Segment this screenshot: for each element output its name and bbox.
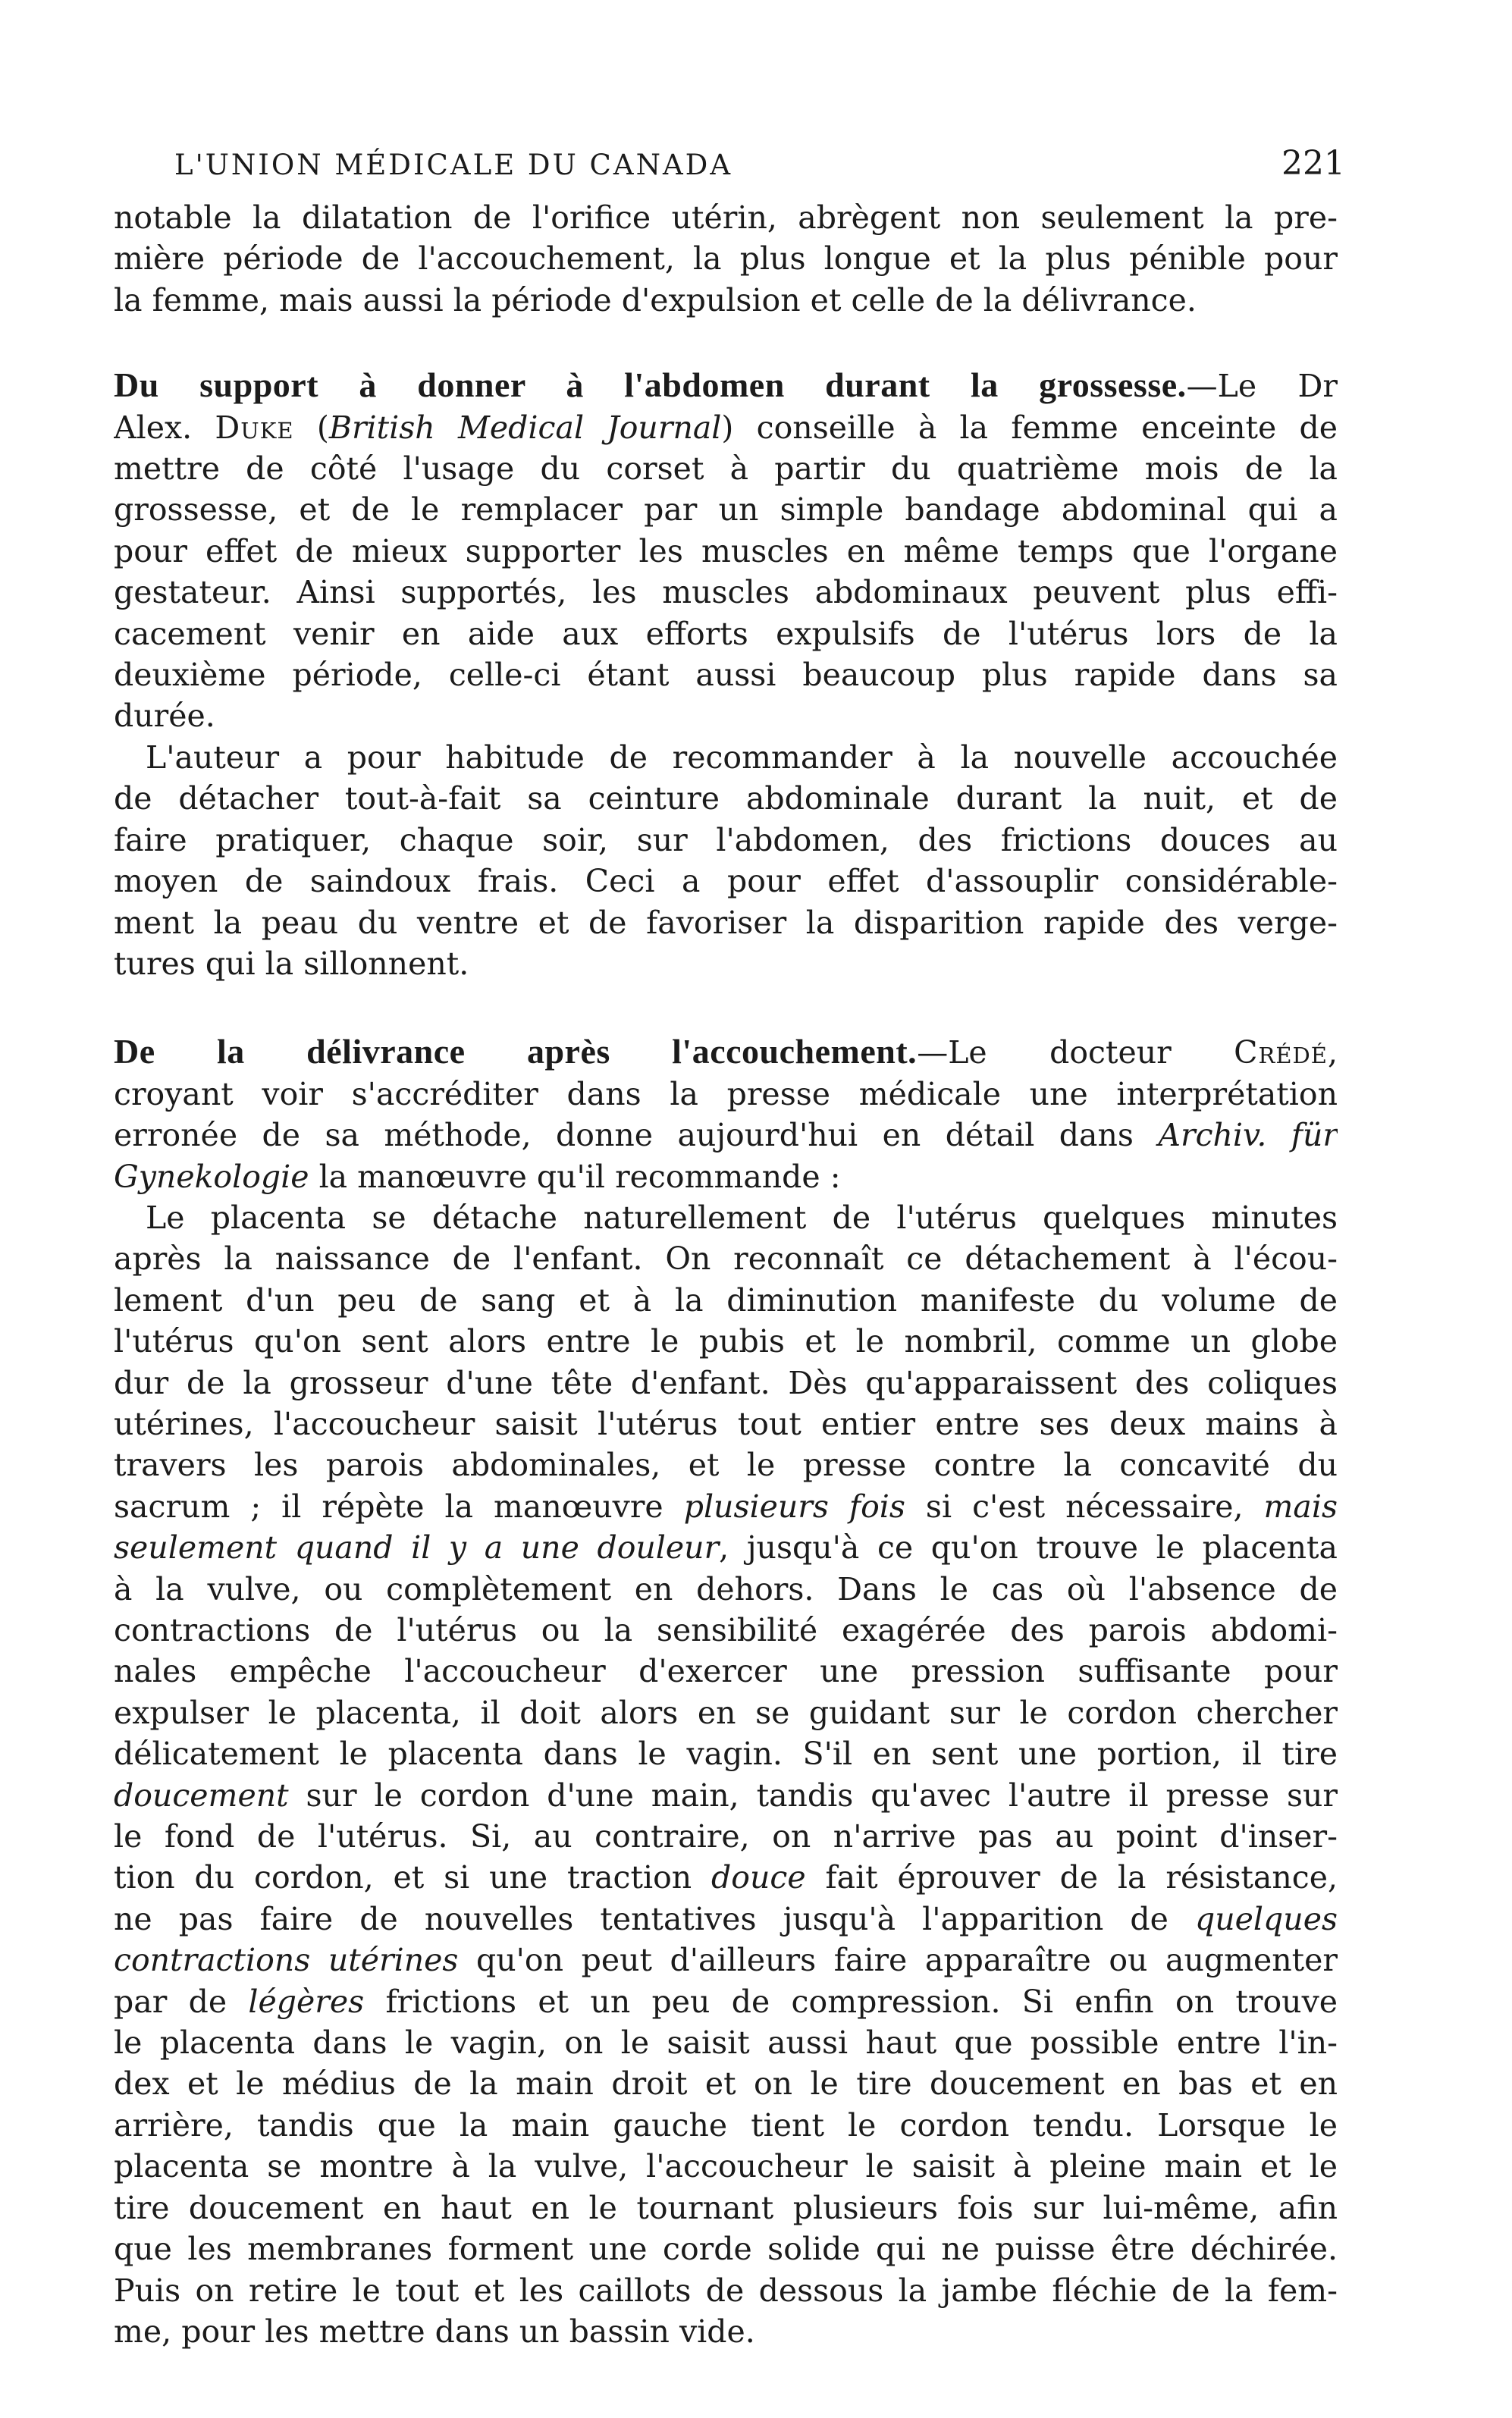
text-line: travers les parois abdominales, et le presse contre la concavité du xyxy=(114,1447,1338,1484)
text-line: Alex. Duke (British Medical Journal) conseille à la femme enceinte de xyxy=(114,409,1338,446)
text-line: gestateur. Ainsi supportés, les muscles abdominaux peuvent plus effi- xyxy=(114,574,1338,611)
text-line: Le placenta se détache naturellement de l'utérus quelques minutes xyxy=(146,1199,1338,1236)
text-line: contractions utérines qu'on peut d'ailleurs faire apparaître ou augmenter xyxy=(114,1942,1338,1979)
text-line: dur de la grosseur d'une tête d'enfant. Dès qu'apparaissent des coliques xyxy=(114,1364,1338,1401)
text-line: lement d'un peu de sang et à la diminution manifeste du volume de xyxy=(114,1281,1338,1319)
text-line: De la délivrance après l'accouchement.—Le docteur Crédé, xyxy=(114,1032,1338,1071)
author-name: Crédé xyxy=(1234,1034,1328,1071)
text-line: à la vulve, ou complètement en dehors. Dans le cas où l'absence de xyxy=(114,1570,1338,1607)
text-line: la femme, mais aussi la période d'expulsion et celle de la délivrance. xyxy=(114,281,1197,318)
paragraph-intro xyxy=(114,197,1338,321)
text-line: tire doucement en haut en le tournant plusieurs fois sur lui-même, afin xyxy=(114,2189,1338,2226)
text-line: Du support à donner à l'abdomen durant la grossesse.—Le Dr xyxy=(114,365,1338,405)
body-text xyxy=(114,197,1338,2352)
section-abdominal-support xyxy=(114,365,1338,984)
text-line: l'utérus qu'on sent alors entre le pubis et le nombril, comme un globe xyxy=(114,1323,1338,1360)
text-line: ment la peau du ventre et de favoriser la disparition rapide des verge- xyxy=(114,904,1338,941)
text-line: expulser le placenta, il doit alors en se guidant sur le cordon chercher xyxy=(114,1694,1338,1731)
text-line: tion du cordon, et si une traction douce fait éprouver de la résistance, xyxy=(114,1859,1338,1896)
emphasis: plusieurs fois xyxy=(683,1488,905,1525)
emphasis: mais xyxy=(1263,1488,1338,1525)
text-line: me, pour les mettre dans un bassin vide. xyxy=(114,2313,755,2350)
page-number: 221 xyxy=(1281,144,1345,183)
text-line: L'auteur a pour habitude de recommander à la nouvelle accouchée xyxy=(146,739,1338,776)
text-line: après la naissance de l'enfant. On reconnaît ce détachement à l'écou- xyxy=(114,1240,1338,1278)
text-line: doucement sur le cordon d'une main, tandis qu'avec l'autre il presse sur xyxy=(114,1777,1338,1814)
text-line: tures qui la sillonnent. xyxy=(114,945,469,982)
text-line: utérines, l'accoucheur saisit l'utérus tout entier entre ses deux mains à xyxy=(114,1405,1338,1442)
emphasis: légères xyxy=(248,1983,365,2020)
text-line: par de légères frictions et un peu de compression. Si enfin on trouve xyxy=(114,1983,1338,2020)
text-line: deuxième période, celle-ci étant aussi beaucoup plus rapide dans sa xyxy=(114,657,1338,694)
journal-title: Gynekologie xyxy=(114,1158,309,1195)
emphasis: quelques xyxy=(1195,1900,1338,1937)
text-line: arrière, tandis que la main gauche tient le cordon tendu. Lorsque le xyxy=(114,2106,1338,2144)
text-line: délicatement le placenta dans le vagin. S'il en sent une portion, il tire xyxy=(114,1736,1338,1773)
text-line: faire pratiquer, chaque soir, sur l'abdomen, des frictions douces au xyxy=(114,821,1338,858)
text-line: cacement venir en aide aux efforts expulsifs de l'utérus lors de la xyxy=(114,615,1338,652)
text-line: nales empêche l'accoucheur d'exercer une pression suffisante pour xyxy=(114,1653,1338,1690)
text-line: le fond de l'utérus. Si, au contraire, on n'arrive pas au point d'inser- xyxy=(114,1818,1338,1855)
text-line: Gynekologie la manœuvre qu'il recommande : xyxy=(114,1158,841,1195)
text-line: seulement quand il y a une douleur, jusqu'à ce qu'on trouve le placenta xyxy=(114,1529,1338,1567)
section-heading: De la délivrance après l'accouchement. xyxy=(114,1032,918,1071)
text-line: croyant voir s'accréditer dans la presse médicale une interprétation xyxy=(114,1075,1338,1112)
text-line: durée. xyxy=(114,698,215,735)
text-line: de détacher tout-à-fait sa ceinture abdominale durant la nuit, et de xyxy=(114,780,1338,817)
text-line: grossesse, et de le remplacer par un simple bandage abdominal qui a xyxy=(114,491,1338,528)
text-line: placenta se montre à la vulve, l'accoucheur le saisit à pleine main et le xyxy=(114,2148,1338,2185)
journal-title: British Medical Journal xyxy=(328,409,722,446)
text-line: mettre de côté l'usage du corset à partir du quatrième mois de la xyxy=(114,450,1338,488)
text-line: le placenta dans le vagin, on le saisit aussi haut que possible entre l'in- xyxy=(114,2024,1338,2062)
text-line: ne pas faire de nouvelles tentatives jusqu'à l'apparition de quelques xyxy=(114,1900,1338,1937)
text-line: mière période de l'accouchement, la plus longue et la plus pénible pour xyxy=(114,240,1338,278)
text-line: sacrum ; il répète la manœuvre plusieurs fois si c'est nécessaire, mais xyxy=(114,1488,1338,1525)
emphasis: seulement quand il y a une douleur xyxy=(114,1529,720,1567)
journal-title: Archiv. für xyxy=(1158,1117,1338,1154)
text-line: notable la dilatation de l'orifice utérin, abrègent non seulement la pre- xyxy=(114,199,1338,236)
text-line: pour effet de mieux supporter les muscles en même temps que l'organe xyxy=(114,532,1338,569)
text-line: erronée de sa méthode, donne aujourd'hui en détail dans Archiv. für xyxy=(114,1117,1338,1154)
section-placenta-delivery xyxy=(114,1031,1338,2352)
running-header xyxy=(174,144,1345,197)
text-line: Puis on retire le tout et les caillots de dessous la jambe fléchie de la fem- xyxy=(114,2272,1338,2309)
text-line: moyen de saindoux frais. Ceci a pour effet d'assouplir considérable- xyxy=(114,863,1338,900)
running-title: L'UNION MÉDICALE DU CANADA xyxy=(174,149,733,181)
author-name: Duke xyxy=(215,409,294,446)
text-line: que les membranes forment une corde solide qui ne puisse être déchirée. xyxy=(114,2231,1338,2268)
emphasis: doucement xyxy=(114,1777,289,1814)
section-heading: Du support à donner à l'abdomen durant la grossesse. xyxy=(114,365,1187,405)
text-line: contractions de l'utérus ou la sensibilité exagérée des parois abdomi- xyxy=(114,1612,1338,1648)
emphasis: contractions utérines xyxy=(114,1942,459,1979)
emphasis: douce xyxy=(711,1859,806,1896)
text-line: dex et le médius de la main droit et on le tire doucement en bas et en xyxy=(114,2065,1338,2103)
